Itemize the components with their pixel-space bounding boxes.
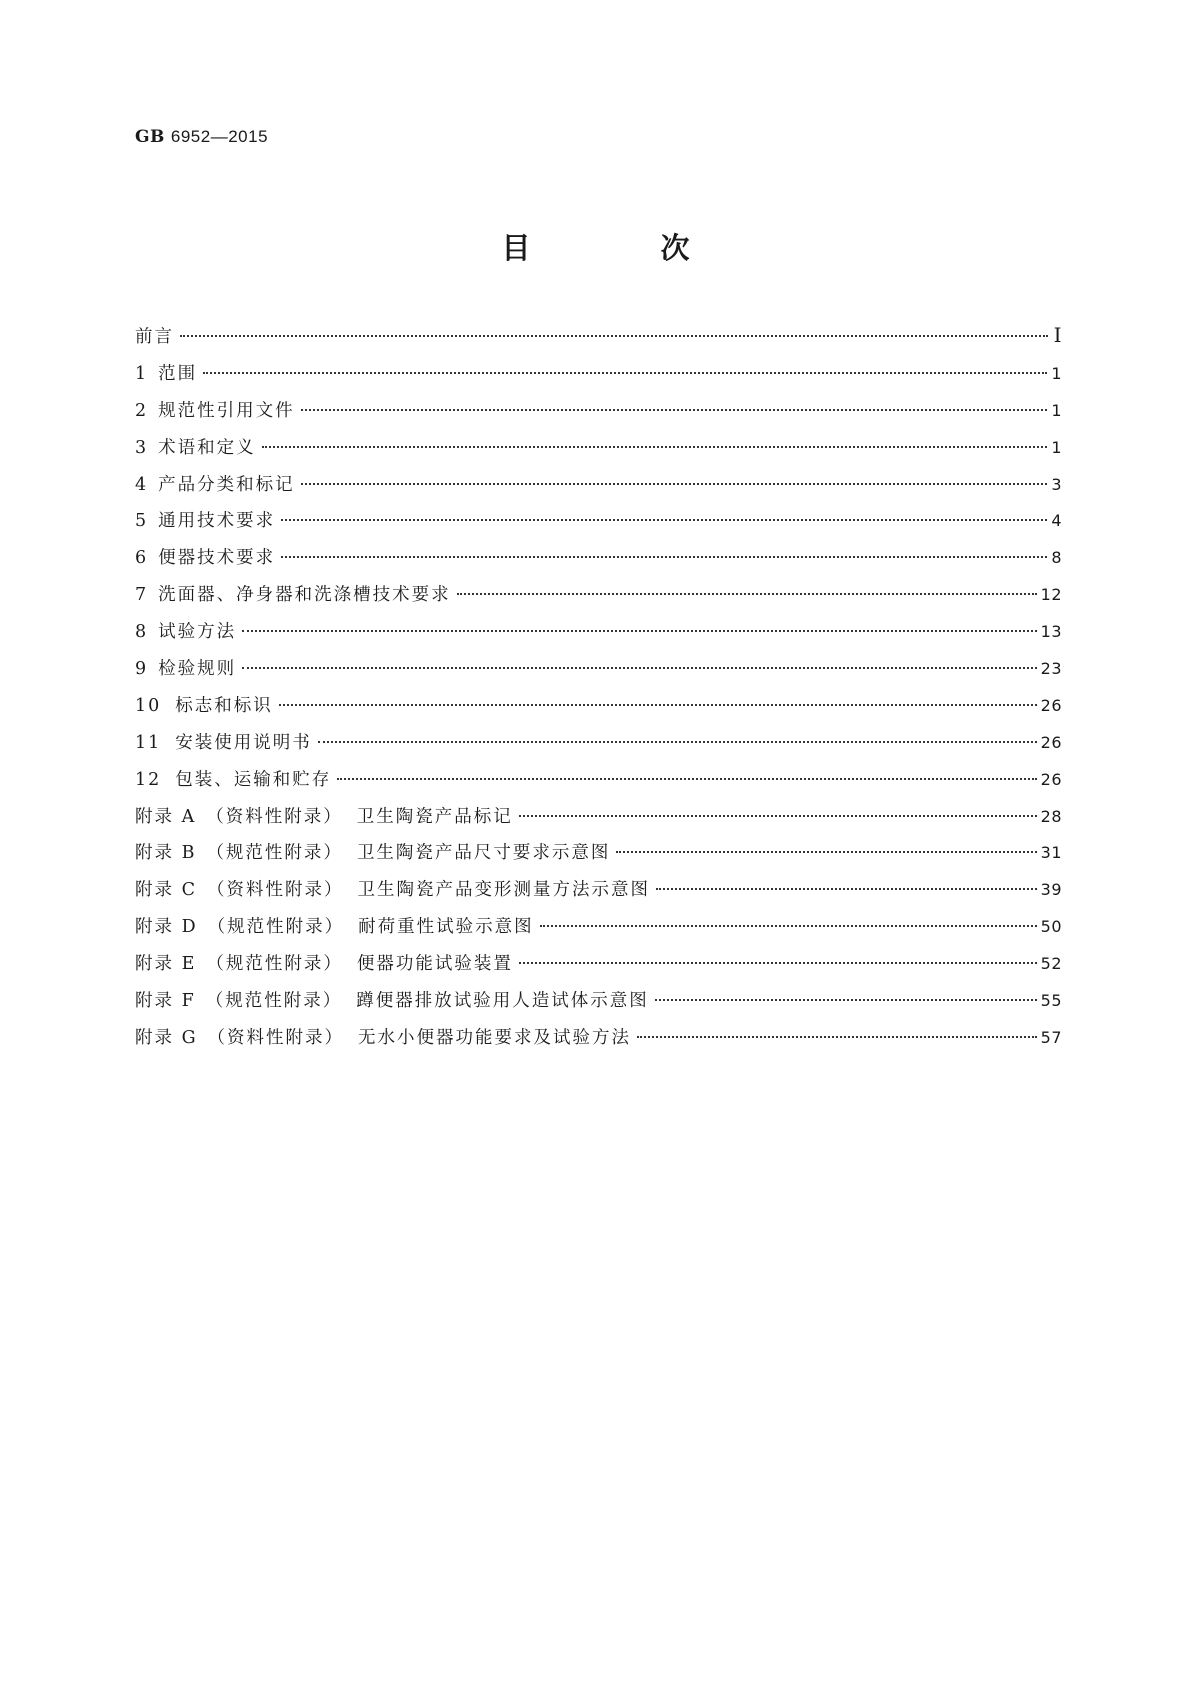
- toc-entry[interactable]: [135, 581, 1062, 618]
- toc-page-number: 13: [1040, 622, 1062, 642]
- toc-appendix-type: （资料性附录）: [207, 1027, 345, 1048]
- toc-entry-number: 附录 A: [135, 806, 197, 827]
- toc-entry[interactable]: [135, 803, 1062, 840]
- toc-entry[interactable]: [135, 987, 1062, 1024]
- toc-page-number: 52: [1040, 954, 1062, 974]
- toc-appendix-type: （规范性附录）: [206, 954, 343, 975]
- toc-entry-label: 便器功能试验装置: [356, 954, 513, 975]
- toc-entry-label: 范围: [158, 363, 198, 384]
- toc-entry-number: 附录 C: [135, 880, 197, 901]
- toc-dot-leader: [519, 815, 1037, 817]
- toc-dot-leader: [203, 372, 1047, 374]
- toc-entry-label: 卫生陶瓷产品标记: [356, 806, 513, 827]
- toc-entry-label: 规范性引用文件: [158, 400, 295, 421]
- toc-dot-leader: [540, 925, 1037, 927]
- toc-page-number: 26: [1040, 695, 1062, 715]
- toc-page-number: 1: [1051, 363, 1062, 383]
- toc-entry-label: 检验规则: [158, 659, 237, 680]
- toc-entry[interactable]: [135, 434, 1062, 471]
- toc-entry[interactable]: [135, 507, 1062, 544]
- toc-entry[interactable]: [135, 544, 1062, 581]
- toc-entry[interactable]: [135, 729, 1062, 766]
- toc-entry[interactable]: [135, 360, 1062, 397]
- toc-entry[interactable]: [135, 913, 1062, 950]
- toc-entry-number: 附录 B: [135, 843, 197, 864]
- toc-entry[interactable]: [135, 692, 1062, 729]
- toc-entry-label: 前言: [135, 327, 174, 347]
- toc-dot-leader: [281, 556, 1047, 558]
- standard-code: GB: [135, 127, 165, 147]
- toc-entry-label: 卫生陶瓷产品变形测量方法示意图: [357, 880, 650, 901]
- toc-dot-leader: [281, 519, 1047, 521]
- toc-page-number: 26: [1040, 769, 1062, 789]
- toc-page-number: 8: [1051, 548, 1062, 568]
- toc-entry-number: 8: [135, 622, 149, 643]
- toc-entry[interactable]: [135, 1024, 1062, 1061]
- toc-dot-leader: [262, 446, 1048, 448]
- toc-entry-label: 通用技术要求: [158, 511, 276, 532]
- toc-entry-label: 卫生陶瓷产品尺寸要求示意图: [356, 843, 611, 864]
- toc-title: 目 次: [501, 231, 750, 265]
- toc-page-number: 26: [1040, 732, 1062, 752]
- table-of-contents: [135, 323, 1062, 1061]
- toc-dot-leader: [279, 704, 1037, 706]
- toc-entry-number: 1: [135, 363, 149, 384]
- toc-dot-leader: [242, 667, 1037, 669]
- toc-page-number: 1: [1051, 437, 1062, 457]
- toc-entry-label: 包装、运输和贮存: [175, 769, 332, 790]
- toc-dot-leader: [180, 335, 1048, 337]
- toc-page-number: Ⅰ: [1053, 323, 1062, 347]
- toc-entry-label: 洗面器、净身器和洗涤槽技术要求: [158, 585, 451, 606]
- toc-entry-label: 便器技术要求: [158, 548, 276, 569]
- toc-dot-leader: [337, 778, 1036, 780]
- toc-dot-leader: [656, 888, 1037, 890]
- toc-entry-number: 附录 F: [135, 991, 196, 1012]
- toc-entry-number: 11: [135, 732, 162, 753]
- toc-appendix-type: （规范性附录）: [206, 843, 343, 864]
- toc-entry-number: 9: [135, 659, 149, 680]
- toc-page-number: 28: [1040, 806, 1062, 826]
- toc-entry-number: 2: [135, 400, 149, 421]
- toc-dot-leader: [616, 851, 1036, 853]
- toc-entry-label: 产品分类和标记: [158, 474, 295, 495]
- toc-entry-number: 5: [135, 511, 149, 532]
- toc-dot-leader: [637, 1036, 1037, 1038]
- toc-appendix-type: （资料性附录）: [206, 880, 344, 901]
- toc-dot-leader: [301, 483, 1048, 485]
- toc-entry[interactable]: [135, 397, 1062, 434]
- toc-dot-leader: [242, 630, 1037, 632]
- toc-entry[interactable]: [135, 618, 1062, 655]
- toc-page-number: 50: [1040, 917, 1062, 937]
- toc-dot-leader: [457, 593, 1037, 595]
- toc-entry-label: 无水小便器功能要求及试验方法: [358, 1027, 632, 1048]
- toc-entry-number: 附录 G: [135, 1027, 198, 1048]
- toc-dot-leader: [318, 741, 1037, 743]
- toc-entry[interactable]: [135, 876, 1062, 913]
- document-identifier: [135, 127, 268, 147]
- standard-number: 6952—2015: [170, 127, 269, 146]
- toc-entry-number: 4: [135, 474, 149, 495]
- toc-entry-number: 10: [135, 695, 162, 716]
- toc-entry[interactable]: [135, 471, 1062, 508]
- toc-page-number: 23: [1040, 659, 1062, 679]
- toc-entry-number: 附录 D: [135, 917, 198, 938]
- toc-appendix-type: （规范性附录）: [207, 917, 345, 938]
- toc-dot-leader: [519, 962, 1037, 964]
- toc-page-number: 55: [1040, 991, 1062, 1011]
- toc-dot-leader: [655, 999, 1037, 1001]
- toc-entry[interactable]: [135, 839, 1062, 876]
- toc-page-number: 1: [1051, 400, 1062, 420]
- toc-entry-label: 耐荷重性试验示意图: [358, 917, 534, 938]
- toc-entry[interactable]: [135, 655, 1062, 692]
- toc-page-number: 12: [1040, 585, 1062, 605]
- toc-entry[interactable]: [135, 323, 1062, 360]
- toc-entry-label: 术语和定义: [158, 437, 256, 458]
- toc-entry[interactable]: [135, 950, 1062, 987]
- toc-appendix-type: （规范性附录）: [205, 991, 343, 1012]
- toc-entry[interactable]: [135, 766, 1062, 803]
- toc-entry-label: 安装使用说明书: [175, 732, 312, 753]
- toc-page-number: 31: [1040, 843, 1062, 863]
- toc-entry-number: 3: [135, 437, 149, 458]
- toc-entry-label: 标志和标识: [175, 695, 273, 716]
- toc-entry-number: 7: [135, 585, 149, 606]
- toc-entry-label: 蹲便器排放试验用人造试体示意图: [356, 991, 649, 1012]
- toc-page-number: 4: [1051, 511, 1062, 531]
- toc-page-number: 3: [1051, 474, 1062, 494]
- toc-entry-number: 12: [135, 769, 162, 790]
- toc-entry-number: 6: [135, 548, 149, 569]
- toc-page-number: 57: [1040, 1027, 1062, 1047]
- toc-entry-label: 试验方法: [158, 622, 237, 643]
- toc-appendix-type: （资料性附录）: [206, 806, 343, 827]
- toc-dot-leader: [301, 409, 1048, 411]
- toc-page-number: 39: [1040, 880, 1062, 900]
- toc-entry-number: 附录 E: [135, 954, 197, 975]
